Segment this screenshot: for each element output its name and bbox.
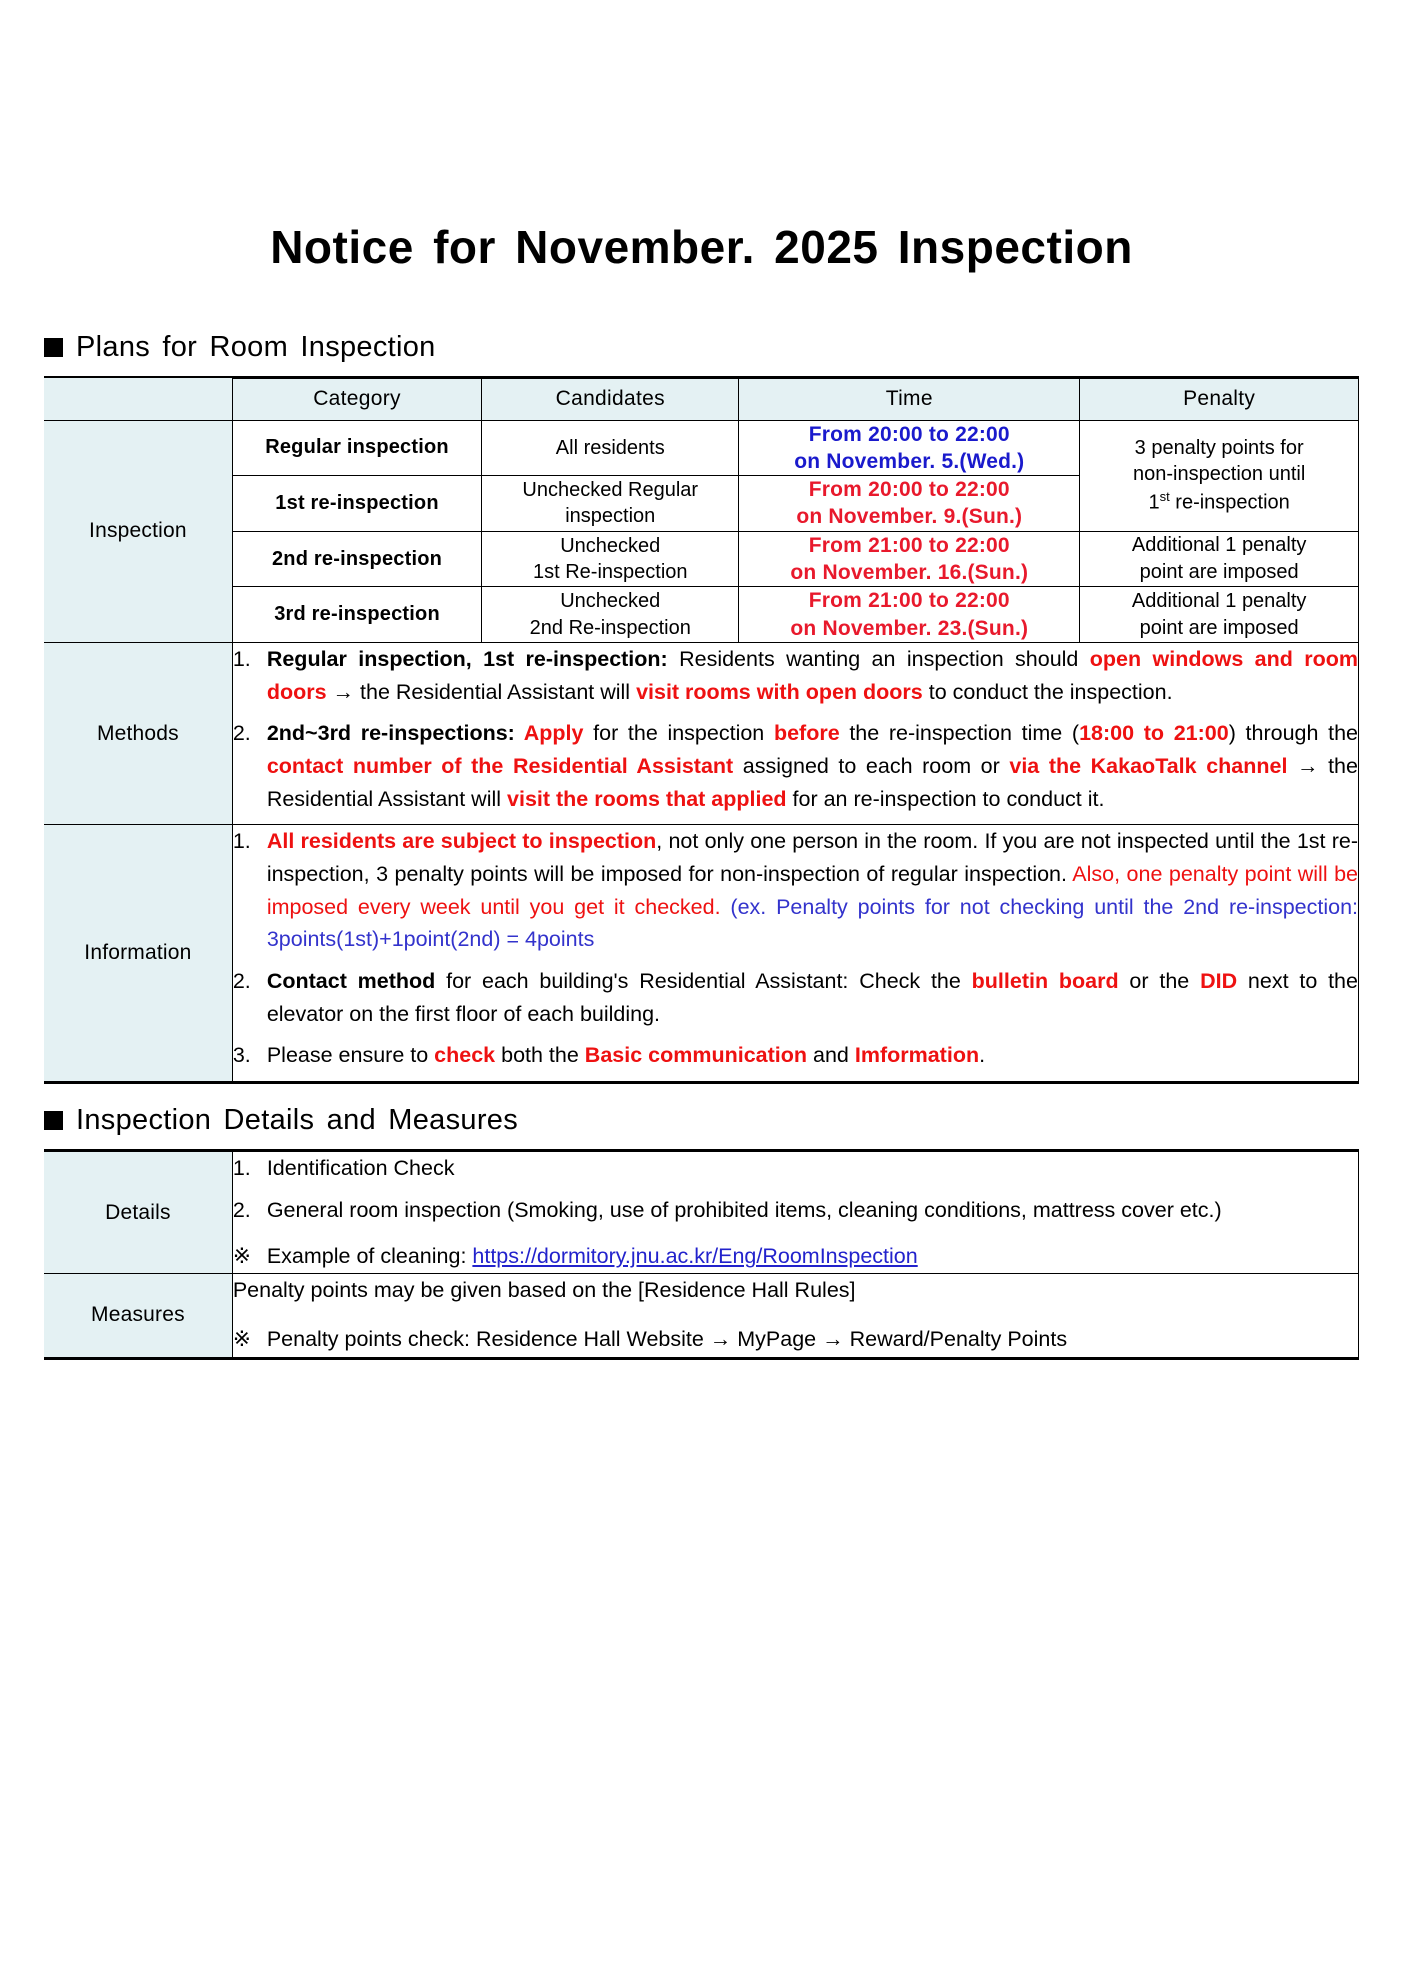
details-note [233, 1240, 1358, 1273]
inspection-table [44, 378, 1359, 1082]
candidates-line-2: 2nd Re-inspection [529, 616, 691, 639]
column-header-penalty: Penalty [1080, 378, 1359, 420]
time-line-1: From 20:00 to 22:00 [808, 422, 1010, 446]
measures-note-text: Penalty points check: Residence Hall Website → MyPage → Reward/Penalty Points [266, 1327, 1068, 1352]
methods-item-1-red1: open windows and room doors [266, 646, 1358, 704]
measures-line-1: Penalty points may be given based on the [Residence Hall Rules] [232, 1278, 856, 1303]
time-line-1: From 20:00 to 22:00 [808, 478, 1010, 502]
table-row [44, 587, 1359, 643]
penalty-line-1: Additional 1 penalty [1131, 589, 1307, 612]
information-list [233, 825, 1358, 1072]
row-label-methods: Methods [44, 642, 232, 824]
time-line-1: From 21:00 to 22:00 [808, 533, 1010, 557]
table-row [44, 531, 1359, 587]
page-title: Notice for November. 2025 Inspection [270, 221, 1133, 273]
information-item-3 [233, 1039, 1358, 1072]
methods-item-1-red2: visit rooms with open doors [636, 679, 923, 704]
penalty-line-2: non-inspection until [1132, 463, 1306, 486]
penalty-line-2: point are imposed [1139, 561, 1299, 584]
information-item-3-t2: both the [495, 1043, 585, 1068]
information-item-3-t4: . [979, 1043, 986, 1068]
row-label-details: Details [44, 1152, 232, 1274]
cell-candidates-first-re [482, 476, 739, 532]
methods-item-1 [233, 643, 1358, 708]
section-title-plans: Plans for Room Inspection [76, 330, 436, 363]
column-header-candidates: Candidates [482, 378, 739, 420]
measures-row [44, 1274, 1359, 1358]
information-item-1-t1: , not only one person in the room. If you are not inspected until the 1st re-inspection, 3 penalty points will be imposed for non-inspection of regular inspection. [266, 829, 1358, 886]
details-measures-table [44, 1151, 1359, 1358]
candidates-line-2: inspection [565, 505, 656, 528]
information-item-2-t1: for each building's Residential Assistant: Check the [435, 969, 972, 994]
information-item-2-bold1: Contact method [266, 969, 436, 994]
methods-item-2-t6: for an re-inspection to conduct it. [786, 786, 1105, 811]
cell-time-second-re [739, 531, 1080, 587]
information-item-1 [233, 825, 1358, 956]
details-note-text: Example of cleaning: [266, 1244, 473, 1269]
row-label-measures: Measures [44, 1274, 232, 1358]
information-content [232, 825, 1358, 1082]
time-line-2: on November. 16.(Sun.) [790, 561, 1029, 585]
information-item-2-t3: next to the elevator on the first floor of each building. [266, 969, 1358, 1026]
penalty-ordinal-number: 1 [1148, 491, 1160, 514]
methods-item-1-t2: → the Residential Assistant will [326, 679, 637, 704]
filled-square-bullet-icon [44, 338, 63, 357]
information-item-2-t2: or the [1118, 969, 1201, 994]
penalty-ordinal-rest: re-inspection [1169, 491, 1290, 514]
cell-time-regular [739, 420, 1080, 476]
information-item-1-red2: Also, one penalty point will be imposed every week until you get it checked. [266, 862, 1358, 919]
information-item-3-red2: Basic communication [584, 1043, 808, 1068]
details-item-2: General room inspection (Smoking, use of prohibited items, cleaning conditions, mattress cover etc.) [266, 1197, 1222, 1222]
table-header-row [44, 378, 1359, 420]
time-line-1: From 21:00 to 22:00 [808, 589, 1010, 613]
information-item-3-t1: Please ensure to [266, 1043, 435, 1068]
candidates-line-1: Unchecked [560, 534, 661, 557]
methods-item-2-t3: ) through the [1228, 721, 1359, 746]
information-item-2-red1: bulletin board [971, 969, 1119, 994]
information-item-2-red2: DID [1200, 969, 1238, 994]
methods-list [233, 643, 1358, 815]
cell-category-first-re: 1st re-inspection [232, 476, 481, 532]
penalty-line-1: Additional 1 penalty [1131, 534, 1307, 557]
methods-item-2-red4: contact number of the Residential Assistant [266, 753, 734, 778]
section-heading-details [44, 1106, 1359, 1135]
methods-item-2-t4: assigned to each room or [733, 753, 1010, 778]
methods-item-2-t1: for the inspection [583, 721, 774, 746]
methods-item-2-t5: → the Residential Assistant will [266, 753, 1358, 811]
methods-item-2-red5: via the KakaoTalk channel [1009, 753, 1288, 778]
cell-time-third-re [739, 587, 1080, 643]
measures-note [233, 1323, 1358, 1356]
cell-candidates-second-re [482, 531, 739, 587]
penalty-ordinal-suffix: st [1159, 489, 1170, 505]
information-item-3-red3: Imformation [854, 1043, 980, 1068]
cell-candidates-regular: All residents [482, 420, 739, 476]
methods-content [232, 642, 1358, 824]
reference-mark-icon: ※ [232, 1244, 251, 1269]
methods-item-2-lead: 2nd~3rd re-inspections: [266, 721, 515, 746]
details-table-wrapper [44, 1149, 1359, 1360]
cell-category-second-re: 2nd re-inspection [232, 531, 481, 587]
methods-item-2-t2: the re-inspection time ( [839, 721, 1080, 746]
cell-penalty-third-re [1080, 587, 1359, 643]
cell-penalty-second-re [1080, 531, 1359, 587]
section-heading-plans [44, 330, 1359, 363]
information-item-3-t3: and [807, 1043, 855, 1068]
cell-time-first-re [739, 476, 1080, 532]
information-item-1-red1: All residents are subject to inspection [266, 829, 657, 854]
penalty-line-1: 3 penalty points for [1134, 436, 1304, 459]
information-item-1-blue1: (ex. Penalty points for not checking until the 2nd re-inspection: 3points(1st)+1point(2nd) = 4points [266, 894, 1359, 952]
measures-content [232, 1274, 1358, 1358]
methods-row [44, 642, 1359, 824]
penalty-line-3 [1080, 488, 1358, 516]
time-line-2: on November. 5.(Wed.) [794, 449, 1025, 473]
corner-cell [44, 378, 232, 420]
details-item-1: Identification Check [266, 1156, 455, 1181]
row-label-inspection: Inspection [44, 420, 232, 642]
candidates-line-1: Unchecked Regular [522, 479, 699, 502]
reference-mark-icon: ※ [232, 1327, 251, 1352]
column-header-time: Time [739, 378, 1080, 420]
methods-item-1-t1: Residents wanting an inspection should [667, 646, 1090, 671]
methods-item-2 [233, 717, 1358, 815]
candidates-line-1: Unchecked [560, 590, 661, 613]
section-title-details: Inspection Details and Measures [76, 1104, 519, 1137]
row-label-information: Information [44, 825, 232, 1082]
room-inspection-link[interactable]: https://dormitory.jnu.ac.kr/Eng/RoomInspection [472, 1244, 918, 1269]
penalty-line-2: point are imposed [1139, 616, 1299, 639]
information-row [44, 825, 1359, 1082]
methods-item-1-t3: to conduct the inspection. [922, 679, 1173, 704]
methods-item-2-red6: visit the rooms that applied [507, 786, 787, 811]
details-list [233, 1152, 1358, 1226]
inspection-table-wrapper [44, 376, 1359, 1084]
cell-penalty-group-1 [1080, 420, 1359, 531]
information-item-2 [233, 965, 1358, 1030]
methods-item-2-red2: before [773, 721, 840, 746]
cell-category-third-re: 3rd re-inspection [232, 587, 481, 643]
details-content [232, 1152, 1358, 1274]
cell-category-regular: Regular inspection [232, 420, 481, 476]
time-line-2: on November. 23.(Sun.) [790, 616, 1029, 640]
methods-item-2-red3: 18:00 to 21:00 [1079, 721, 1229, 746]
methods-item-1-lead: Regular inspection, 1st re-inspection: [266, 646, 668, 671]
information-item-3-red1: check [434, 1043, 496, 1068]
candidates-line-2: 1st Re-inspection [532, 561, 688, 584]
cell-candidates-third-re [482, 587, 739, 643]
time-line-2: on November. 9.(Sun.) [796, 505, 1023, 529]
details-row [44, 1152, 1359, 1274]
column-header-category: Category [232, 378, 481, 420]
table-row [44, 420, 1359, 476]
filled-square-bullet-icon [44, 1111, 63, 1130]
methods-item-2-red1: Apply [514, 721, 584, 746]
